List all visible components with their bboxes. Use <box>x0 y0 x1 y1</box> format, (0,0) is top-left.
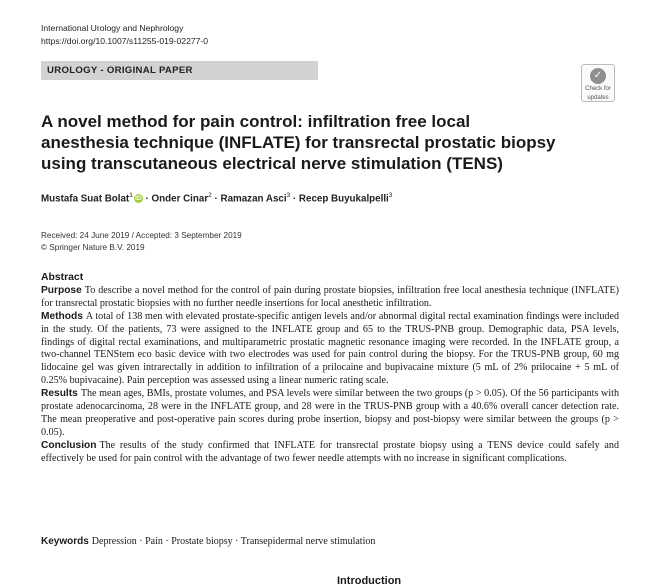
author-affiliation: 1 <box>129 192 133 199</box>
abstract-methods <box>41 311 619 388</box>
keywords-label: Keywords <box>41 536 89 547</box>
purpose-label: Purpose <box>41 284 82 296</box>
conclusion-text: The results of the study confirmed that INFLATE for transrectal prostate biopsy using a TENS device could safely and effectively be used for pain control with the advantage of two fewer needle attempts with no increase in significant complications. <box>41 439 619 464</box>
received-accepted: Received: 24 June 2019 / Accepted: 3 September 2019 <box>41 231 242 240</box>
bookmark-icon: ✓ <box>590 68 606 84</box>
author-name[interactable]: Onder Cinar <box>151 193 209 205</box>
abstract-heading: Abstract <box>41 272 84 283</box>
check-line-1: Check for <box>585 86 611 92</box>
abstract-purpose <box>41 285 619 311</box>
article-title: A novel method for pain control: infiltration free local anesthesia technique (INFLATE) for transrectal prostatic biopsy using transcutaneous electrical nerve stimulation (TENS) <box>41 112 556 173</box>
author-affiliation: 3 <box>388 192 393 199</box>
methods-text: A total of 138 men with elevated prostate-specific antigen levels and/or abnormal digital rectal examination findings were included in the study. Of the patients, 73 were assigned to the INFLATE group and 65 to the TRUS-PNB group. Demographic data, PSA levels, findings of digital rectal examinations, and multiparametric prostatic magnetic resonance imaging were recorded. In the INFLATE group, a two-channel TENStem eco basic device with two electrodes was used for pain control during the biopsy. For the TRUS-PNB group, 60 mg lidocaine gel was given intrarectally in addition to infiltration of a prilocaine and bupivacaine mixture (5 mL of 2% prilocaine + 5 mL of 0.25% bupivacaine). Pain perception was assessed using a linear numeric rating scale. <box>41 310 619 387</box>
keywords-line <box>41 536 375 547</box>
journal-name: International Urology and Nephrology <box>41 23 184 33</box>
check-line-2: updates <box>587 94 609 101</box>
methods-label: Methods <box>41 310 83 322</box>
results-label: Results <box>41 388 78 400</box>
author-affiliation: 2 <box>208 192 212 199</box>
abstract-conclusion <box>41 440 619 466</box>
conclusion-label: Conclusion <box>41 439 97 451</box>
author-affiliation: 3 <box>286 192 291 199</box>
section-heading-introduction: Introduction <box>337 575 402 587</box>
journal-header <box>41 22 208 47</box>
results-text: The mean ages, BMIs, prostate volumes, and PSA levels were similar between the two groups (p > 0.05). Of the 56 participants with prostate adenocarcinoma, 28 were in the INFLATE group, and 28 were in the TRUS-PNB group with a 40.6% overall cancer detection rate. The mean preoperative and post-operative pain scores during probe insertion, biopsy and post-biopsy were similar between the groups (p > 0.05). <box>41 388 619 438</box>
keywords-text: Depression · Pain · Prostate biopsy · Transepidermal nerve stimulation <box>91 536 376 547</box>
abstract-section <box>41 272 619 466</box>
check-for-updates-badge[interactable] <box>581 64 615 102</box>
author-name[interactable]: Recep Buyukalpelli <box>298 193 389 205</box>
orcid-icon[interactable]: iD <box>135 195 142 203</box>
author-name[interactable]: Mustafa Suat Bolat <box>41 193 130 205</box>
author-list: Mustafa Suat Bolat$^1$ iD · Onder Cinar$^2$ · Ramazan Asci$^3$ · Recep Buyukalpelli$^3$ <box>41 192 393 205</box>
author-name[interactable]: Ramazan Asci <box>220 193 287 205</box>
copyright: © Springer Nature B.V. 2019 <box>41 242 145 252</box>
article-type-banner: UROLOGY - ORIGINAL PAPER <box>41 61 318 80</box>
abstract-results <box>41 388 619 440</box>
article-dates <box>41 230 242 253</box>
purpose-text: To describe a novel method for the control of pain during prostate biopsies, infiltration free local anesthesia technique (INFLATE) for transrectal prostatic biopsies with no further needle insertions for local anesthetic infiltration. <box>41 284 619 309</box>
doi-link[interactable]: https://doi.org/10.1007/s11255-019-02277-0 <box>41 35 209 46</box>
